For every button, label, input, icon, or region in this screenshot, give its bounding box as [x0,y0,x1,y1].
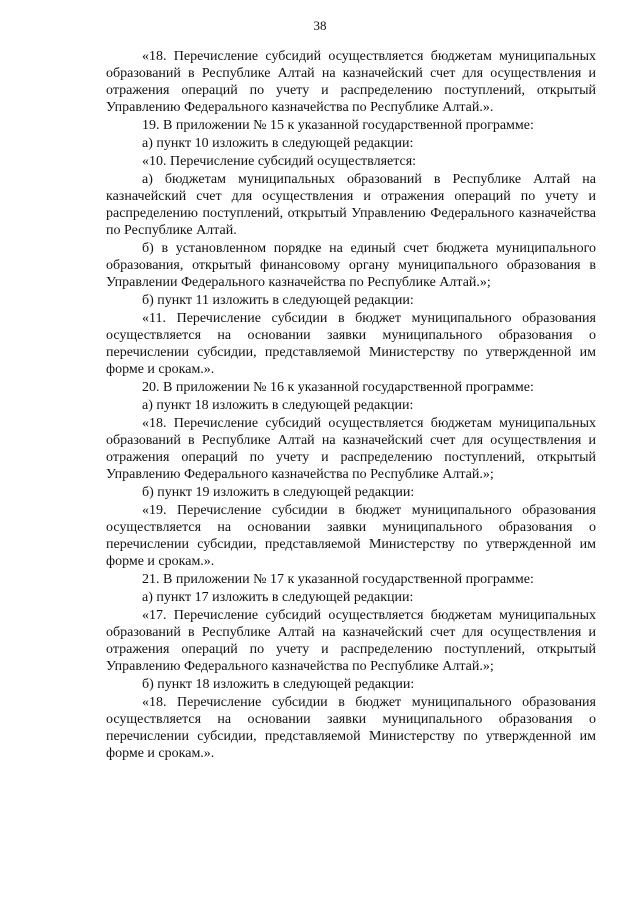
paragraph-subitem-a: а) пункт 10 изложить в следующей редакции: [142,136,414,151]
paragraph-subitem-b: б) пункт 11 изложить в следующей редакции: [142,293,414,308]
paragraph-section-20: 20. В приложении № 16 к указанной государственной программе: [142,380,534,395]
paragraph-item-10-quote: «10. Перечисление субсидий осуществляется: [142,154,417,169]
page-number: 38 [313,18,327,33]
paragraph-item-17-quote: «17. Перечисление субсидий осуществляется бюджетам муниципальных образований в Республике Алтай на казначейский счет для осуществления и отражения операций по учету и распределению поступлений, открытый Управлению Федерального казначейства по Республике Алтай.»; [106,608,596,674]
paragraph-subitem-a: а) пункт 18 изложить в следующей редакции: [142,398,414,413]
paragraph-item-18-quote: «18. Перечисление субсидий осуществляется бюджетам муниципальных образований в Республике Алтай на казначейский счет для осуществления и отражения операций по учету и распределению поступлений, открытый Управлению Федерального казначейства по Республике Алтай.»; [106,416,596,482]
document-body [106,48,596,763]
paragraph-section-19: 19. В приложении № 15 к указанной государственной программе: [142,118,534,133]
paragraph-item-10-a: а) бюджетам муниципальных образований в Республике Алтай на казначейский счет для осуществления и отражения операций по учету и распределению поступлений, открытый Управлению Федерального казначейства по Республике Алтай. [106,172,596,238]
paragraph-section-21: 21. В приложении № 17 к указанной государственной программе: [142,572,534,587]
paragraph-subitem-b: б) пункт 19 изложить в следующей редакции: [142,485,415,500]
paragraph-subitem-a: а) пункт 17 изложить в следующей редакции: [142,590,414,605]
paragraph-item-19-quote: «19. Перечисление субсидии в бюджет муниципального образования осуществляется на основании заявки муниципального образования о перечислении субсидии, представляемой Министерству по утвержденной им форме и срокам.». [106,503,596,569]
paragraph-item-11-quote: «11. Перечисление субсидии в бюджет муниципального образования осуществляется на основании заявки муниципального образования о перечислении субсидии, представляемой Министерству по утвержденной им форме и срокам.». [106,311,596,377]
paragraph-item-18-quote: «18. Перечисление субсидий осуществляется бюджетам муниципальных образований в Республике Алтай на казначейский счет для осуществления и отражения операций по учету и распределению поступлений, открытый Управлению Федерального казначейства по Республике Алтай.». [106,49,596,115]
paragraph-item-18-quote-final: «18. Перечисление субсидии в бюджет муниципального образования осуществляется на основании заявки муниципального образования о перечислении субсидии, представляемой Министерству по утвержденной им форме и срокам.». [106,695,596,761]
paragraph-item-10-b: б) в установленном порядке на единый счет бюджета муниципального образования, открытый финансовому органу муниципального образования в Управлении Федерального казначейства по Республике Алтай.»; [106,241,596,290]
paragraph-subitem-b: б) пункт 18 изложить в следующей редакции: [142,677,415,692]
